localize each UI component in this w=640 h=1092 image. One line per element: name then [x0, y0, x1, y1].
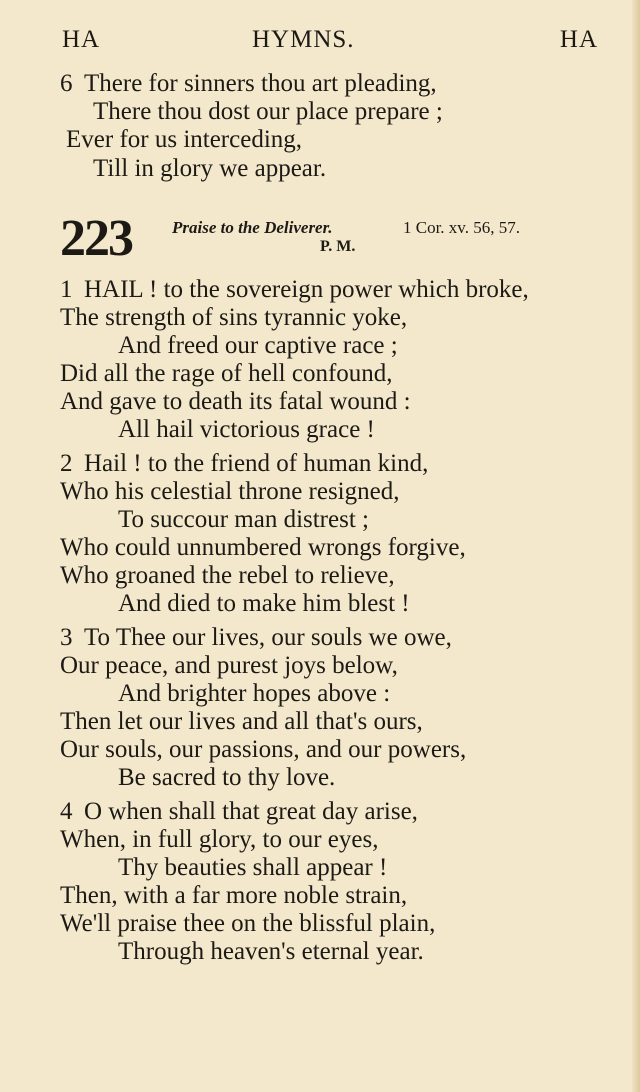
- header-left: HA: [62, 26, 101, 53]
- verse-line: Then, with a far more noble strain,: [60, 882, 408, 909]
- verse-line: 4 O when shall that great day arise,: [60, 798, 418, 825]
- verse-number: 4: [60, 798, 73, 825]
- verse-number: 1: [60, 276, 73, 303]
- verse-number: 2: [60, 450, 73, 477]
- verse-line: The strength of sins tyrannic yoke,: [60, 304, 408, 331]
- verse-line: Thy beauties shall appear !: [118, 854, 388, 881]
- verse-number: 3: [60, 624, 73, 651]
- verse-line: There thou dost our place prepare ;: [93, 98, 443, 125]
- verse-line: 2 Hail ! to the friend of human kind,: [60, 450, 429, 477]
- verse-line: And died to make him blest !: [118, 590, 410, 617]
- verse-line: Who his celestial throne resigned,: [60, 478, 400, 505]
- verse-line: Our souls, our passions, and our powers,: [60, 736, 467, 763]
- verse-line: Be sacred to thy love.: [118, 764, 336, 791]
- verse-line: All hail victorious grace !: [118, 416, 375, 443]
- hymn-meter: P. M.: [320, 238, 356, 255]
- verse-line: We'll praise thee on the blissful plain,: [60, 910, 436, 937]
- verse-line: Who could unnumbered wrongs forgive,: [60, 534, 466, 561]
- verse-line: Did all the rage of hell confound,: [60, 360, 393, 387]
- scripture-reference: 1 Cor. xv. 56, 57.: [403, 218, 520, 237]
- verse-line: Till in glory we appear.: [93, 155, 327, 182]
- verse-line: 6 There for sinners thou art pleading,: [60, 70, 437, 97]
- verse-line: And gave to death its fatal wound :: [60, 388, 411, 415]
- verse-number: 6: [60, 70, 73, 97]
- verse-line: To succour man distrest ;: [118, 506, 369, 533]
- verse-line: 3 To Thee our lives, our souls we owe,: [60, 624, 452, 651]
- verse-line: Who groaned the rebel to relieve,: [60, 562, 395, 589]
- verse-line: Ever for us interceding,: [66, 126, 303, 153]
- verse-line: Our peace, and purest joys below,: [60, 652, 398, 679]
- verse-line: Through heaven's eternal year.: [118, 938, 424, 965]
- page-edge: [632, 0, 640, 1092]
- running-header: [62, 26, 598, 60]
- hymn-title: Praise to the Deliverer.: [172, 218, 333, 237]
- header-right: HA: [559, 26, 598, 53]
- header-title: HYMNS.: [252, 26, 355, 53]
- verse-line: Then let our lives and all that's ours,: [60, 708, 423, 735]
- hymn-number: 223: [60, 210, 132, 267]
- verse-line: And brighter hopes above :: [118, 680, 391, 707]
- verse-line: When, in full glory, to our eyes,: [60, 826, 379, 853]
- verse-line: And freed our captive race ;: [118, 332, 398, 359]
- verse-line: 1 HAIL ! to the sovereign power which broke,: [60, 276, 529, 303]
